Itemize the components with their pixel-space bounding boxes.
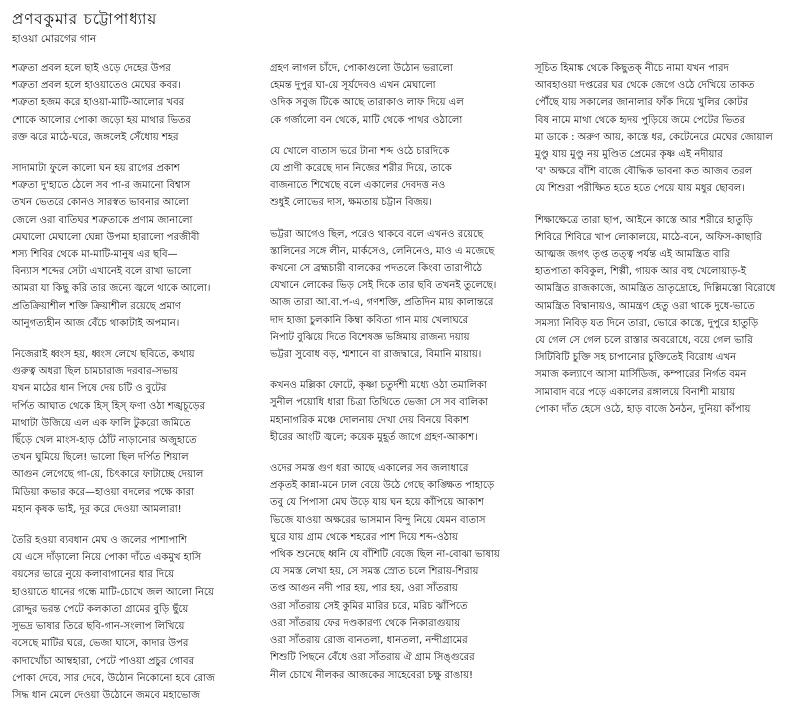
poem-line: সামাবাদ বরে পড়ে একালের রঙ্গালয়ে বিনাশী মায়ায় [535, 386, 735, 398]
stanza [535, 60, 797, 198]
stanza [12, 346, 264, 518]
poem-line: পথিক শুনেছে ধ্বনি যে বাঁশিটি বেজে ছিল না-বোঝা ভাষায় [270, 549, 500, 561]
poem-line: হাতপাতা কবিকুল, শিল্পী, গায়ক আর বহু খেলোয়াড়-ই [535, 266, 747, 278]
poem-line: শোকে আলোর পোকা জড়ো হয় মাথার ভিতর [12, 114, 191, 126]
poem-line: শিশুটি পিছনে বেঁধে ওরা সাঁতরায় ঐ গ্রাম সিঙ্গুরের [270, 652, 475, 664]
poem-line: আজ তারা আ.বা.প-এ, গণশক্তি, প্রতিদিন মায় কালান্তরে [270, 297, 494, 309]
poem-line: তপ্ত আগুন নদী পার হয়, পার হয়, ওরা সাঁতরায় [270, 583, 458, 595]
poem-line: হাওয়াতে ধানের গন্ধে মাটি-চোখে জল আলো নিয়ে [12, 586, 214, 598]
poem-line: আমন্ত্রিত রাজকাজে, আমন্ত্রিত ভ্রাতৃদ্রোহে, দিল্লিমস্তো বিরোধে [535, 283, 776, 295]
poem-line: যে প্রাণী করেছে দান নিজের শরীর দিয়ে, তাকে [270, 163, 452, 175]
poem-line: মা ডাকে : অরুণ আয়, কাস্তে ধর, কেটেনেরে মেঘের জোয়াল [535, 131, 773, 143]
poem-line: শিবিরে শিবিরে খাপ লোকালয়ে, মাঠে-বনে, অফিস-কাছারি [535, 231, 762, 243]
poem-line: কাদাখোঁচা আম্বহারা, পেটে পাওয়া প্রচুর গোবর [12, 655, 195, 667]
stanza [270, 460, 528, 684]
poem-line: শুধুই লোভের দাস, ক্ষমতায় চট্টান বিজয়। [270, 197, 432, 209]
poem-line: মহান কৃষক ভাই, দূর করে দেওয়া আমলারা! [12, 503, 182, 515]
stanza [270, 60, 528, 129]
poem-line: ভট্টরা আগেও ছিল, পরেও থাকবে বলে এখনও রয়েছে [270, 228, 484, 240]
stanza [12, 160, 264, 332]
poem-line: ওরা সাঁতরায় সেই কুমির মারির চরে, মরিচ ঝাঁপিতে [270, 600, 468, 612]
poem-line: ঘুরে যায় গ্রাম থেকে শহরের পাশ দিয়ে শব্দ-ওঠায় [270, 531, 458, 543]
poem-line: আমরা যা কিছু করি তার জন্যে জ্বলে থাকে আলো। [12, 283, 211, 295]
poem-line: আত্মজ জগৎ তৃপ্ত তত্ত্ব পর্যন্ত এই আমন্ত্রিত বারি [535, 249, 730, 261]
poem-line: বাজনাতে শিখেছে বলে একালের দেবদত্ত নও [270, 180, 446, 192]
poem-line: মহানাগরিক মঞ্চে দোলনায় দেখা দেয় বিনয়ে বিকাশ [270, 414, 469, 426]
poem-line: যখন মাঠের ধান পিষে দেয় চটি ও বুটের [12, 383, 167, 395]
poem-column-3 [535, 60, 797, 432]
poem-line: প্রকৃতই কান্না-মনে ঢাল বেয়ে উঠে গেছে কাঙ্ক্ষিত পাহাড়ে [270, 480, 495, 492]
poem-line: যেখানে লোকের ভিড় সেই দিকে তার ছবি তখনই তুলেছে। [270, 280, 497, 292]
poem-line: তখন ভেতরে কোনও সারস্বত ভাবনার আলো [12, 197, 189, 209]
poem-line: 'ব' অক্ষরে বাঁশি বাজে বৌদ্ধিক ভাবনা কত আজব তরল [535, 166, 753, 178]
poem-line: মুণ্ডু যায় মুণ্ডু নয় মুণ্ডিত প্রেমের কৃষ্ণ এই নদীয়ার [535, 149, 723, 161]
poem-line: দর্পিত আঘাত থেকে হিস্ হিস্ ফণা ওঠা শঙ্খচূড়ের [12, 400, 206, 412]
stanza [12, 60, 264, 146]
poem-line: পোকা দেবে, সার দেবে, উঠোন নিকোনো হবে রোজ [12, 672, 215, 684]
stanza [535, 212, 797, 418]
stanza [270, 377, 528, 446]
poem-line: শস্য শিবির থেকে মা-মাটি-মানুষ এর ছবি— [12, 249, 178, 261]
poem-line: ছিঁড়ে খেল মাংস-হাড় ঠোঁট নাড়ানোর অজুহাতে [12, 435, 197, 447]
poem-line: বিন্যাস শব্দের সেটা এখানেই বলে রাখা ভালো [12, 266, 192, 278]
poem-line: পোকা দাঁত হেসে ওঠে, হাড় বাজে ঠনঠন, দুনিয়া কাঁপায় [535, 403, 751, 415]
poem-line: শত্রুতা হজম করে হাওয়া-মাটি-আলোর খবর [12, 97, 185, 109]
poem-line: মেঘালো মেঘালো ঘেন্না উপমা হারালো পরজীবী [12, 231, 200, 243]
poem-line: নিজেরাই ধ্বংস হয়, ধ্বংস লেখে ছবিতে, কথায় [12, 349, 195, 361]
poem-line: তখন ঘুমিয়ে ছিলে! ভালো ছিল দর্পিত শিয়াল [12, 452, 189, 464]
poem-line: যে গেল সে গেল চলে রাস্তার অবরোধে, বয়ে গেল ভারি [535, 335, 753, 347]
poem-line: পৌঁছে যায় সকালের জানালার ফাঁক দিয়ে খুলির কোটর [535, 97, 749, 109]
poem-line: যে এসে দাঁড়ালো নিয়ে পোকা দাঁতে একমুখ হাসি [12, 552, 202, 564]
poem-line: শত্রুতা প্রবল হলে হাওয়াতেও মেঘের কবর। [12, 80, 181, 92]
poem-line: আনুগত্যহীন আজ বেঁচে থাকাটাই অপমান। [12, 317, 180, 329]
poem-line: ওরা সাঁতরায় রোজ বানতলা, ধানতলা, নন্দীগ্রামের [270, 635, 468, 647]
poem-line: জেলে ওরা বাতিঘর শত্রুতাকে প্রণাম জানালো [12, 214, 193, 226]
poem-line: তবু যে পিপাসা মেঘ উড়ে যায় ঘন হয়ে কাঁপিয়ে আকাশ [270, 497, 484, 509]
poem-line: ওদিক সবুজ টিকে আছে তারাকাও লাফ দিয়ে এল [270, 97, 464, 109]
stanza [270, 226, 528, 364]
poem-line: মাথাটা উজিয়ে এল এক ফালি টুকরো জমিতে [12, 417, 191, 429]
poem-line: সুনীল পয়োধি ধারা চিত্রা তিথিতে ভেজা সে সব বালিকা [270, 397, 488, 409]
poem-line: গ্রহণ লাগল চাঁদে, পোকাগুলো উঠোন ভরালো [270, 63, 453, 74]
poem-line: ওরা সাঁতরায় ফের দণ্ডকারণ্য থেকে নিকারাগুয়ায় [270, 617, 461, 629]
stanza [12, 532, 264, 704]
poem-line: যে শিশুরা পরীক্ষিত হতে হতে পেয়ে যায় মধুর ছোবল। [535, 183, 745, 195]
book-subtitle: হাওয়া মোরগের গান [12, 33, 97, 45]
poem-line: রোদ্দুর ভরন্ত পেটে কলকাতা গ্রামের বুড়ি ছুঁয়ে [12, 603, 189, 615]
poem-line: নিপাট বুঝিয়ে দিতে বিশেষজ্ঞ ভঙ্গিমায় রাজন্য দয়ায় [270, 331, 470, 343]
poem-line: তৈরি হওয়া ব্যবধান মেঘ ও জলের পাশাপাশি [12, 535, 187, 547]
poem-column-1 [12, 60, 264, 718]
poem-line: আমন্ত্রিত বিদ্বানায়ও, আমন্ত্রণ হেতু ওরা থাকে দুধে-ভাতে [535, 300, 755, 312]
poem-line: ভিজে যাওয়া অক্ষরের ভাসমান বিন্দু নিয়ে যেমন বাতাস [270, 514, 486, 526]
poem-line: দাদ হাজা চুলকানি কিম্বা কবিতা গান মায় খেলাঘরে [270, 314, 469, 326]
poem-line: সমাজ কল্যাণে আসা মার্সিডিজ, কম্পারের নির্গত বমন [535, 369, 747, 381]
poem-line: ভট্টরা সুবোধ বড়, শ্মশানে বা রাজদ্বারে, বিমানি মায়ায়। [270, 349, 482, 361]
author-name: প্রণবকুমার চট্টোপাধ্যায় [12, 10, 158, 28]
poem-line: বসেছে মাটির ঘরে, ভেজা ঘাসে, কাদার উপর [12, 638, 189, 650]
poem-line: প্রতিক্রিয়াশীল শক্তি ক্রিয়াশীল রয়েছে প্রমাণ [12, 300, 181, 312]
poem-line: যে সমস্ত লেখা হয়, সে সমস্ত স্রোত চলে শিরায়-শিরায় [270, 566, 479, 578]
poem-line: সমস্যা নিবিড় যত দিনে তারা, ভোরে কাস্তে, দুপুরে হাতুড়ি [535, 317, 759, 329]
poem-line: সুভদ্র ভাষার তিরে ছবি-গান-সংলাপ লিখিয়ে [12, 621, 185, 633]
poem-line: আবহাওয়া দপ্তরের ঘর থেকে জেগে ওঠে দেখিয়ে তাকত [535, 80, 755, 92]
poem-line: শিক্ষাক্ষেত্রে তারা ছাপ, আইনে কাস্তে আর শরীরে হাতুড়ি [535, 214, 753, 226]
poem-line: ওদের সমস্ত গুণ ধরা আছে একালের সব জলাধারে [270, 463, 469, 475]
poem-line: মিডিয়া কভার করে—হাওয়া বদলের পক্ষে কারা [12, 486, 194, 498]
poem-line: হীরের আংটি জ্বলে; কয়েক মুহূর্ত জাগে গ্রহণ-আকাশ। [270, 431, 478, 443]
poem-line: স্তালিনের সঙ্গে লীন, মার্কসেও, লেনিনেও, মাও এ মজেছে [270, 245, 495, 257]
poem-line: সিদ্ধ ধান মেলে দেওয়া উঠোনে জমবে মহাভোজ [12, 689, 201, 701]
poem-line: রক্ত ঝরে মাঠে-ঘরে, জঙ্গলেই সেঁধোয় শহর [12, 131, 179, 143]
poem-line: গুরুত্ব অধরা ছিল চামচারাজ দরবার-সভায় [12, 366, 179, 378]
poem-line: কখনো সে ব্রহ্মচারী বালকের পদতলে কিংবা তারাপীঠে [270, 263, 482, 275]
poem-line: যে খোলে বাতাস ভরে টানা শব্দ ওঠে চারদিকে [270, 145, 450, 157]
poem-line: কে গর্জালো বন থেকে, মাটি থেকে পাথর ওঠালো [270, 114, 463, 126]
poem-line: বয়সের ভারে নুয়ে কলাবাগানের ধার দিয়ে [12, 569, 175, 581]
poem-line: শত্রুতা দু'হাতে ঠেলে সব পা-র জমানো বিশ্বাস [12, 180, 191, 192]
poem-line: হেমন্ত দুপুর ঘা-য়ে সূর্যদেবও এখন মেঘালো [270, 80, 436, 92]
poem-line: সূচিত হিমাঙ্ক থেকে কিছুতক্ নীচে নামা যখন পারদ [535, 63, 729, 74]
poem-line: সিটিবিটি চুক্তি সহ চাপানোর চুক্তিতেই বিরোধ এখন [535, 352, 737, 364]
poem-line: বিষ নামে মাথা থেকে হৃদয় পুড়িয়ে জমে পেটের ভিতর [535, 114, 746, 126]
poem-line: সাদামাটা ফুলে কালো ঘন হয় রাগের প্রকাশ [12, 163, 180, 175]
poem-line: নীল চোখে নীলকর আজকের সাহেবেরা চক্ষু রাঙায়! [270, 669, 473, 681]
poem-line: শত্রুতা প্রবল হলে ছাই ওড়ে দেহের উপর [12, 63, 171, 74]
poem-line: আগুন লেগেছে গা-য়ে, চিৎকারে ফাটাচ্ছে দেয়াল [12, 469, 204, 481]
stanza [270, 143, 528, 212]
header [12, 10, 157, 46]
poem-column-2 [270, 60, 528, 698]
poem-line: কখনও মল্লিকা ফোটে, কৃষ্ণা চতুর্দশী মধ্যে ওঠা তমালিকা [270, 380, 487, 392]
